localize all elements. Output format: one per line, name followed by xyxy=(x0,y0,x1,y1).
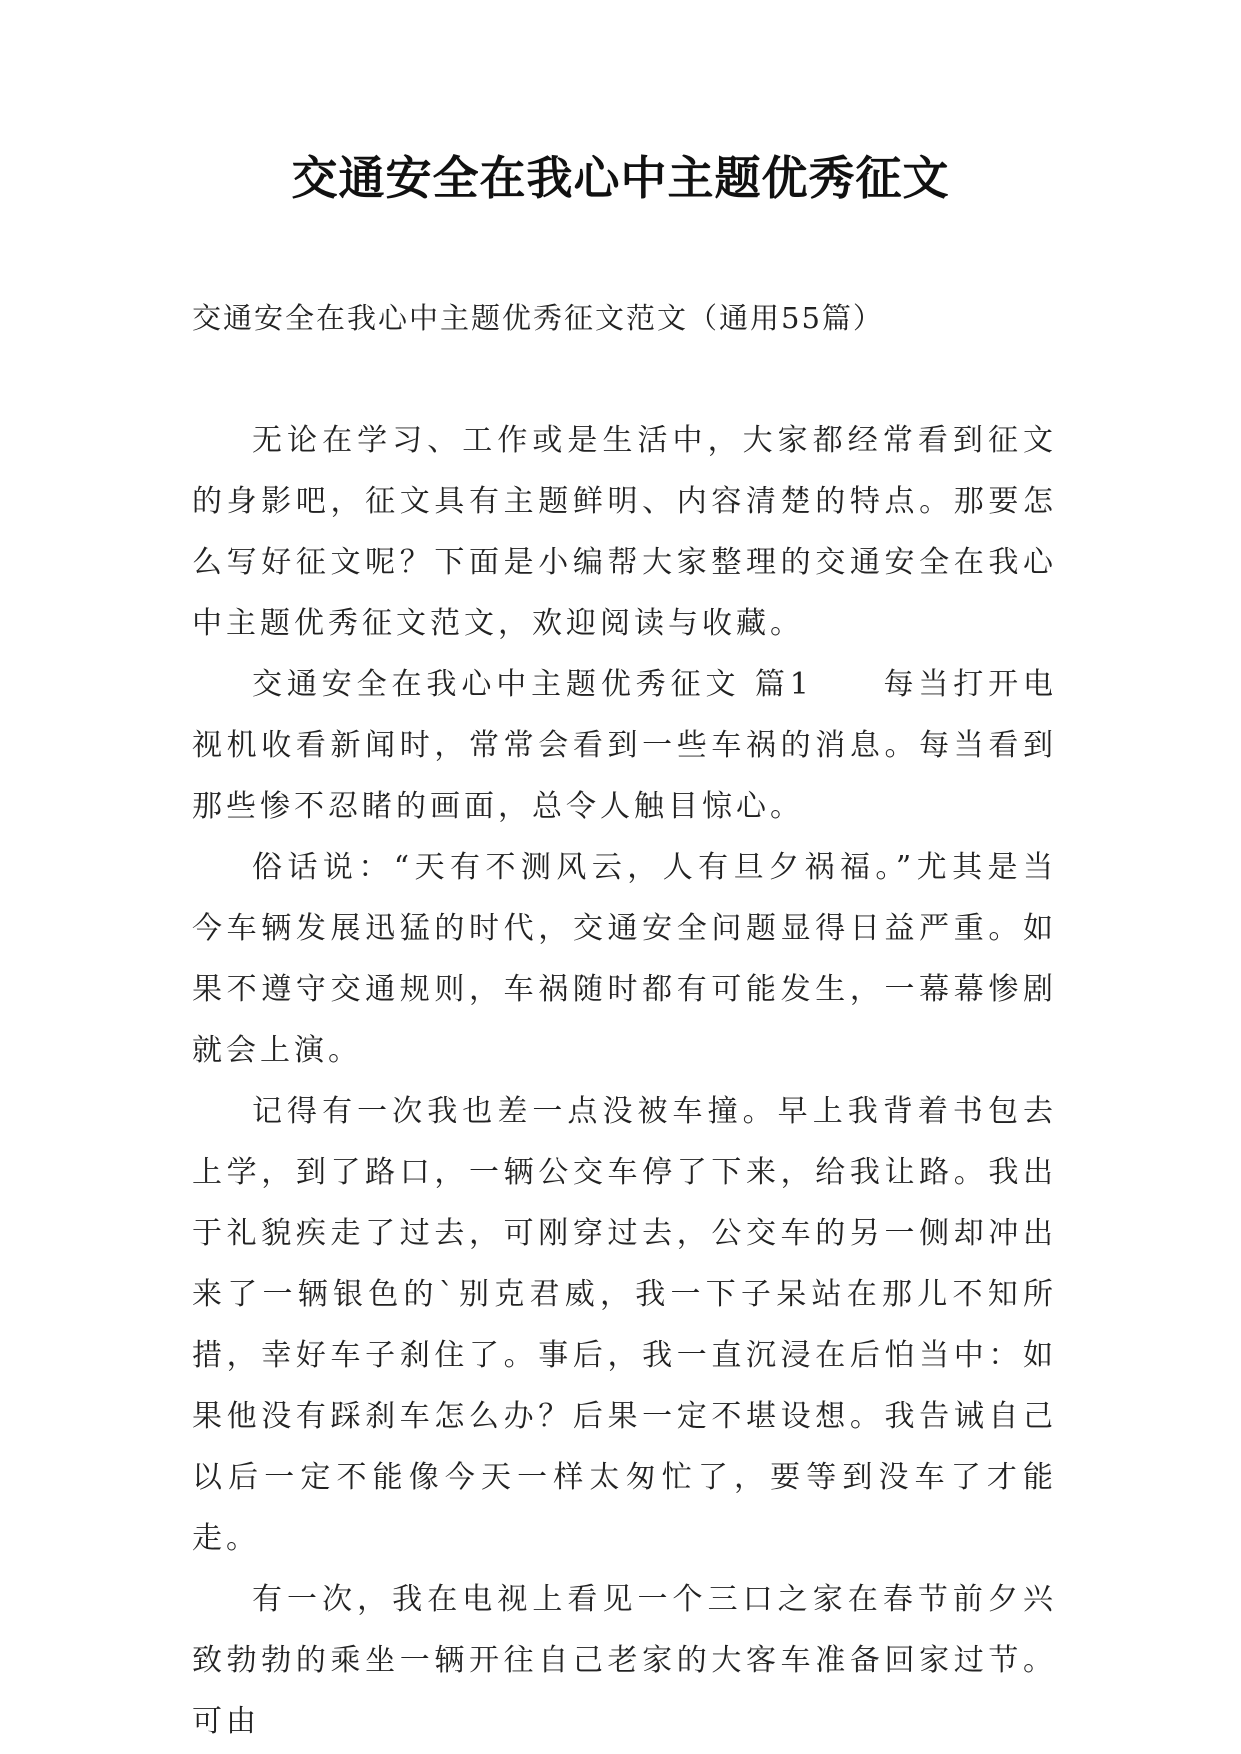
paragraph-intro: 无论在学习、工作或是生活中，大家都经常看到征文的身影吧，征文具有主题鲜明、内容清楚的特点。那要怎么写好征文呢？下面是小编帮大家整理的交通安全在我心中主题优秀征文范文，欢迎阅读与收藏。 xyxy=(192,423,1057,641)
paragraph-tv-story: 有一次，我在电视上看见一个三口之家在春节前夕兴致勃勃的乘坐一辆开往自己老家的大客车准备回家过节。可由 xyxy=(192,1582,1057,1739)
document-subtitle: 交通安全在我心中主题优秀征文范文（通用55篇） xyxy=(192,301,884,335)
paragraph-proverb: 俗话说：“天有不测风云，人有旦夕祸福。”尤其是当今车辆发展迅猛的时代，交通安全问题显得日益严重。如果不遵守交通规则，车祸随时都有可能发生，一幕幕惨剧就会上演。 xyxy=(192,850,1057,1068)
paragraph-near-accident: 记得有一次我也差一点没被车撞。早上我背着书包去上学，到了路口，一辆公交车停了下来，给我让路。我出于礼貌疾走了过去，可刚穿过去，公交车的另一侧却冲出来了一辆银色的`别克君威，我一下子呆站在那儿不知所措，幸好车子刹住了。事后，我一直沉浸在后怕当中：如果他没有踩刹车怎么办？后果一定不堪设想。我告诫自己以后一定不能像今天一样太匆忙了，要等到没车了才能走。 xyxy=(192,1094,1057,1556)
document-body xyxy=(192,410,1057,1752)
paragraph-article-1-opening: 交通安全在我心中主题优秀征文 篇1 每当打开电视机收看新闻时，常常会看到一些车祸的消息。每当看到那些惨不忍睹的画面，总令人触目惊心。 xyxy=(192,667,1057,824)
document-title: 交通安全在我心中主题优秀征文 xyxy=(291,151,950,205)
